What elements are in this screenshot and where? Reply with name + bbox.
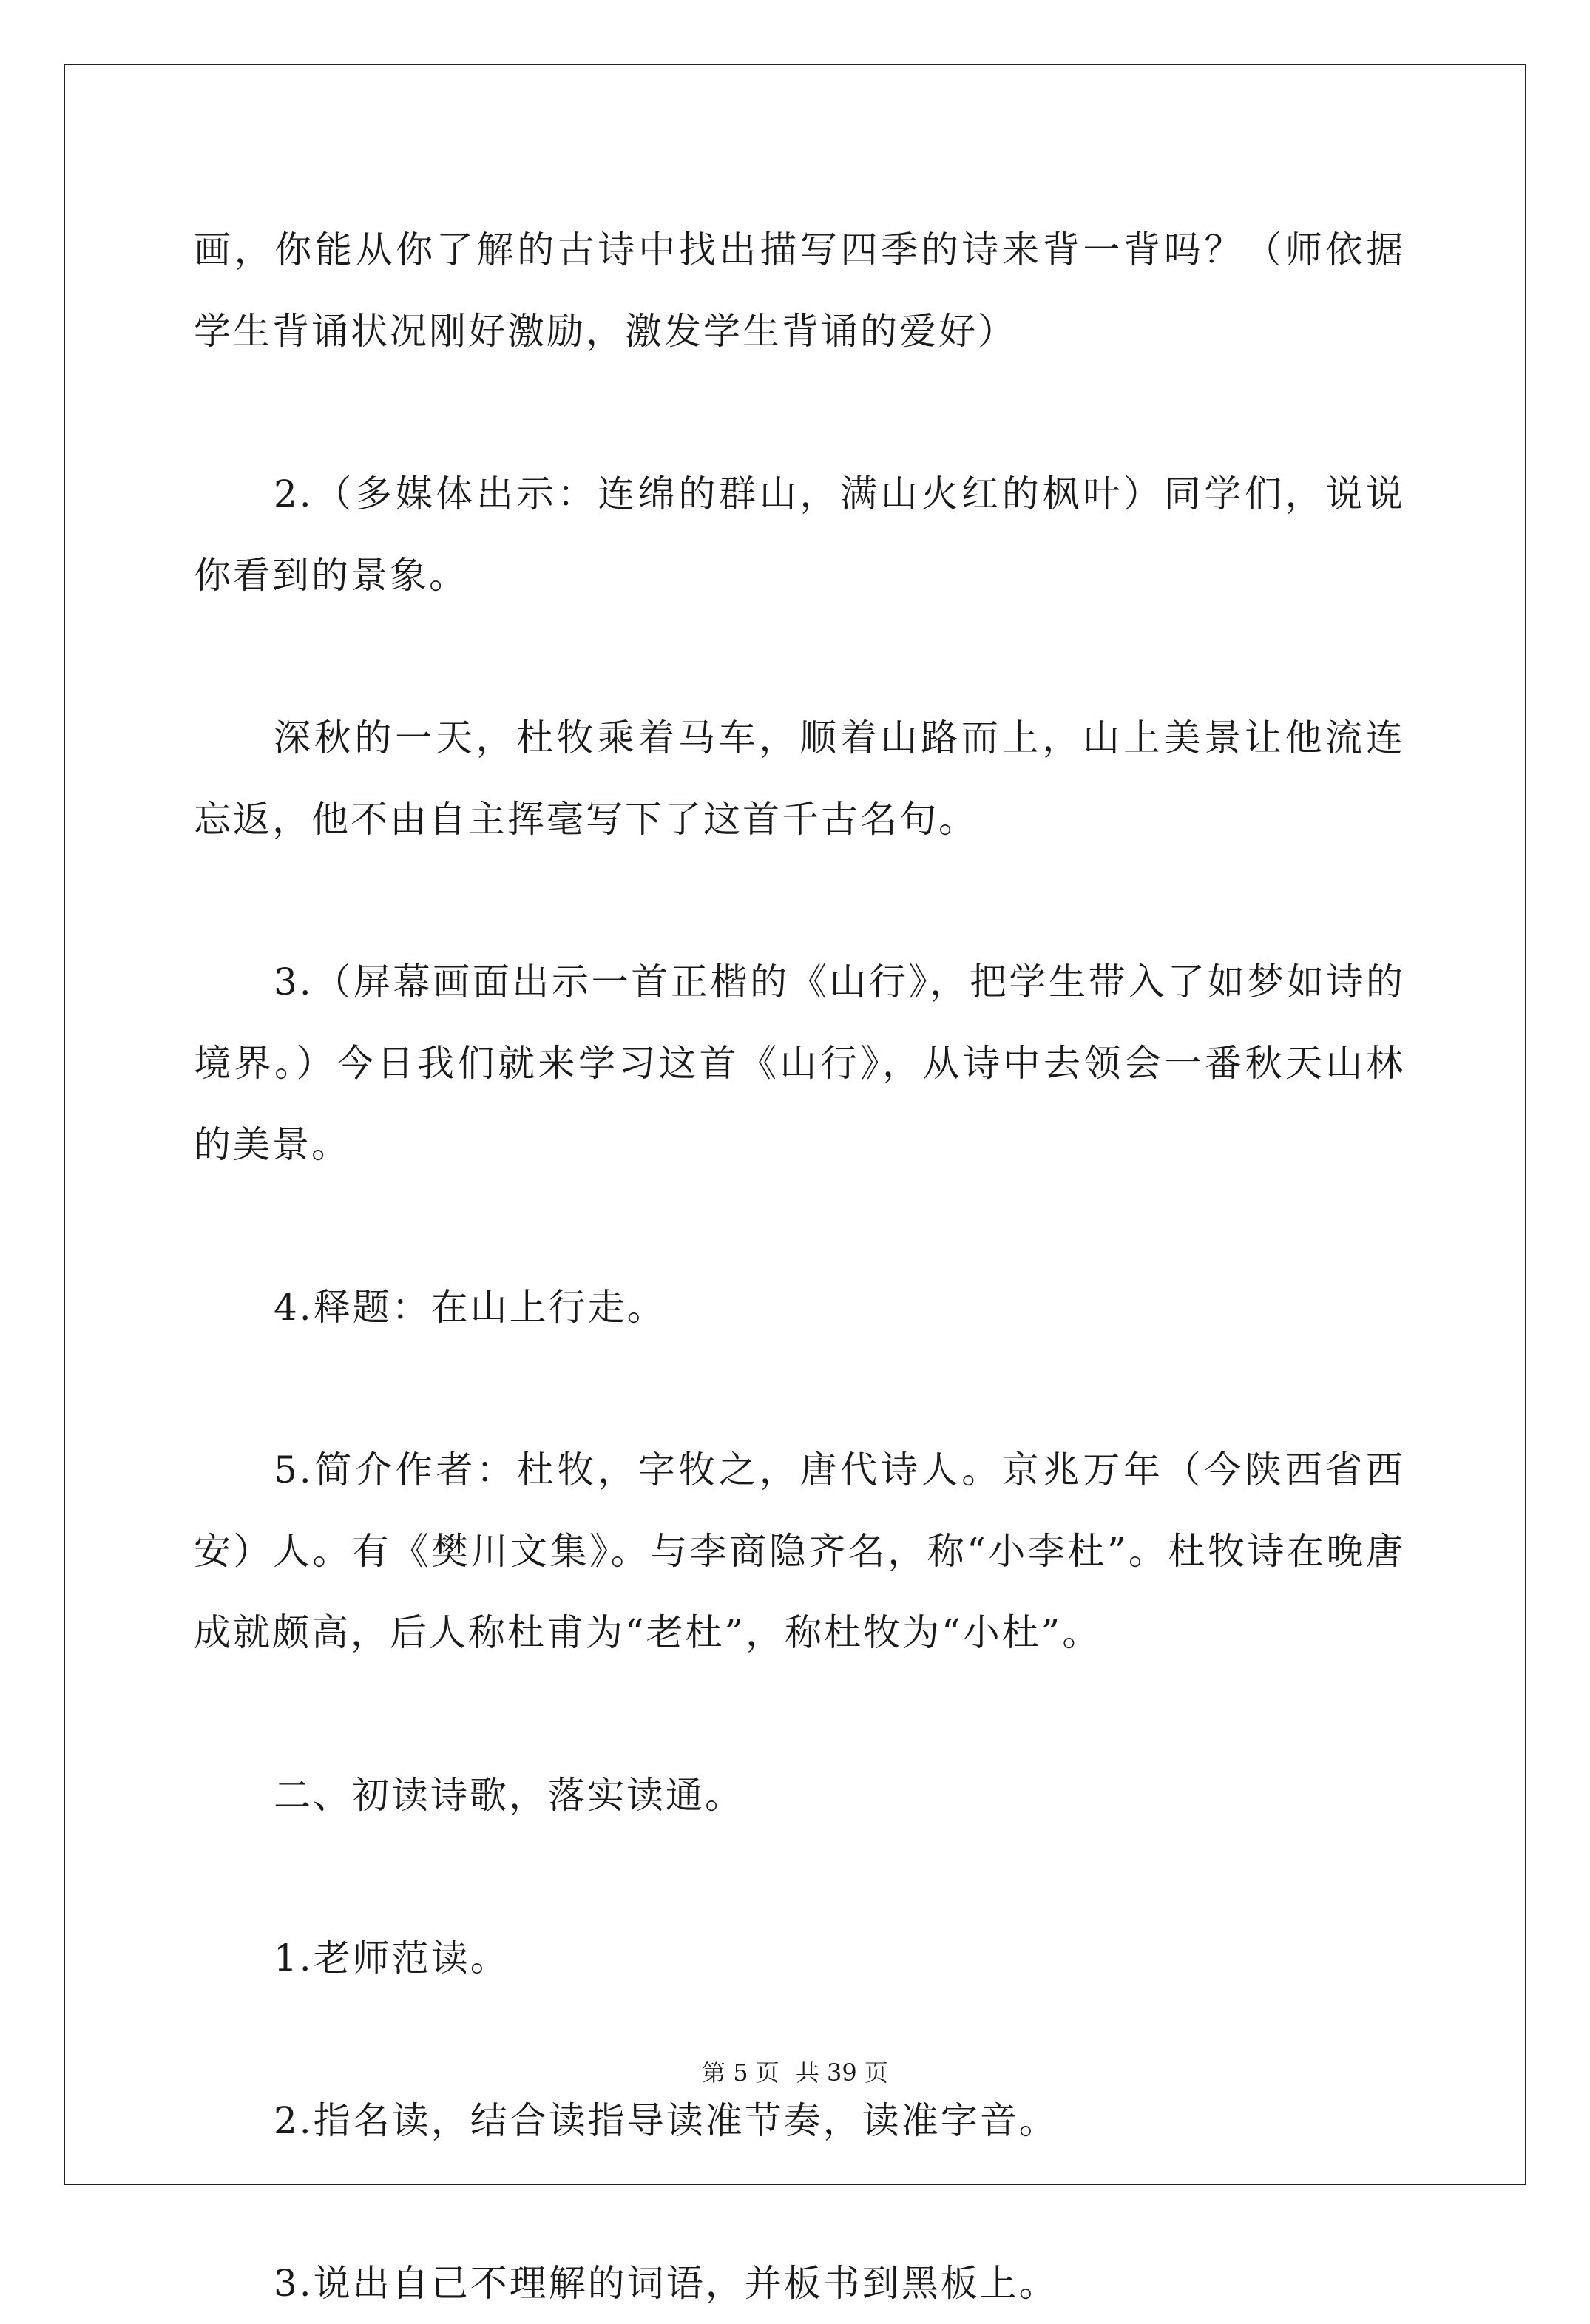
paragraph-2: 2.（多媒体出示：连绵的群山，满山火红的枫叶）同学们，说说你看到的景象。 [194, 472, 1405, 597]
paragraph-gap [194, 860, 1405, 941]
page-total: 共 39 页 [795, 2059, 888, 2087]
page-number: 第 5 页 [702, 2059, 779, 2087]
paragraph-3: 深秋的一天，杜牧乘着马车，顺着山路而上，山上美景让他流连忘返，他不由自主挥毫写下了这首千古名句。 [194, 716, 1405, 841]
paragraph-6: 5.简介作者：杜牧，字牧之，唐代诗人。京兆万年（今陕西省西安）人。有《樊川文集》。与李商隐齐名，称“小李杜”。杜牧诗在晚唐成就颇高，后人称杜甫为“老杜”，称杜牧为“小杜”。 [194, 1449, 1405, 1654]
paragraph-1: 画，你能从你了解的古诗中找出描写四季的诗来背一背吗？（师依据学生背诵状况刚好激励，激发学生背诵的爱好） [194, 228, 1405, 353]
paragraph-gap [194, 2161, 1405, 2243]
paragraph-9: 2.指名读，结合读指导读准节奏，读准字音。 [274, 2099, 1058, 2142]
paragraph-gap [194, 1836, 1405, 1917]
paragraph-4: 3.（屏幕画面出示一首正楷的《山行》，把学生带入了如梦如诗的境界。）今日我们就来学习这首《山行》，从诗中去领会一番秋天山林的美景。 [194, 961, 1405, 1166]
page-footer [0, 2058, 1590, 2087]
document-body [194, 209, 1405, 2324]
paragraph-gap [194, 1673, 1405, 1755]
paragraph-10: 3.说出自己不理解的词语，并板书到黑板上。 [274, 2262, 1058, 2305]
paragraph-gap [194, 616, 1405, 697]
paragraph-8: 1.老师范读。 [274, 1937, 510, 1979]
paragraph-gap [194, 1185, 1405, 1267]
paragraph-5: 4.释题：在山上行走。 [274, 1286, 666, 1329]
paragraph-gap [194, 1348, 1405, 1429]
paragraph-7: 二、初读诗歌，落实读通。 [274, 1774, 744, 1817]
paragraph-gap [194, 372, 1405, 453]
